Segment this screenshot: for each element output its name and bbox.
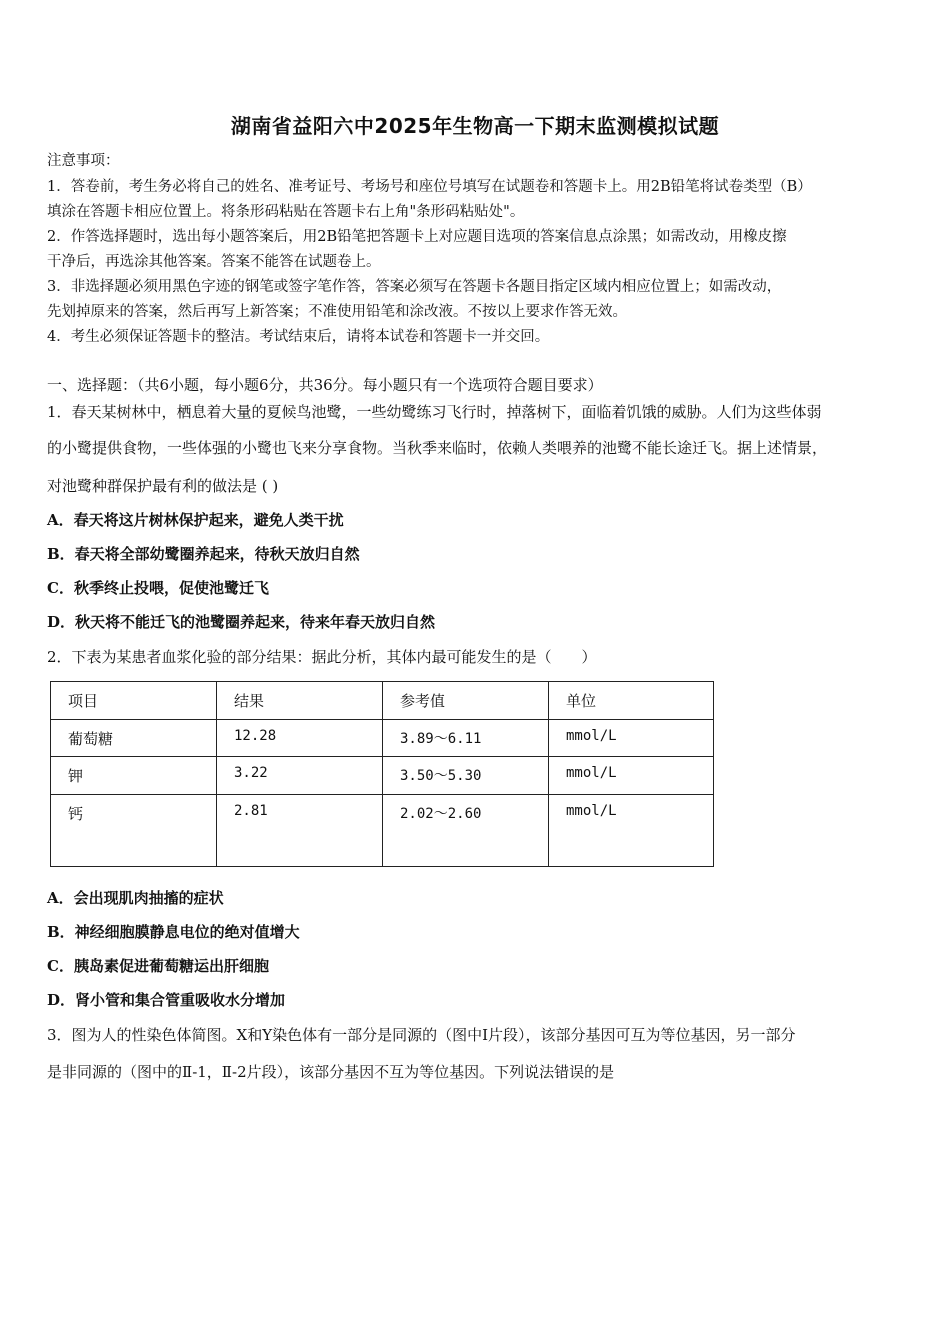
table-row — [51, 757, 714, 795]
notice-heading: 注意事项： — [47, 153, 120, 169]
header-reference: 参考值 — [383, 682, 549, 720]
lab-results-table — [50, 681, 714, 867]
cell-item: 钾 — [51, 757, 217, 795]
q2-stem: 2．下表为某患者血浆化验的部分结果：据此分析，其体内最可能发生的是（ ） — [47, 648, 597, 666]
notice-line-5: 3．非选择题必须用黑色字迹的钢笔或签字笔作答，答案必须写在答题卡各题目指定区域内相应位置上；如需改动， — [47, 279, 782, 295]
cell-result: 12.28 — [217, 719, 383, 757]
table-row — [51, 719, 714, 757]
q1-stem-line-1: 1．春天某树林中，栖息着大量的夏候鸟池鹭，一些幼鹭练习飞行时，掉落树下，面临着饥饿的威胁。人们为这些体弱 — [47, 403, 822, 421]
q1-option-c: C．秋季终止投喂，促使池鹭迁飞 — [47, 579, 269, 597]
notice-line-4: 干净后，再选涂其他答案。答案不能答在试题卷上。 — [47, 254, 381, 270]
cell-reference: 3.89～6.11 — [383, 719, 549, 757]
notice-line-2: 填涂在答题卡相应位置上。将条形码粘贴在答题卡右上角"条形码粘贴处"。 — [47, 204, 525, 220]
q1-option-a: A．春天将这片树林保护起来，避免人类干扰 — [47, 511, 344, 529]
q1-option-b: B．春天将全部幼鹭圈养起来，待秋天放归自然 — [47, 545, 360, 563]
notice-line-1: 1．答卷前，考生务必将自己的姓名、准考证号、考场号和座位号填写在试题卷和答题卡上。用2B铅笔将试卷类型（B） — [47, 179, 812, 195]
cell-reference: 2.02～2.60 — [383, 794, 549, 866]
table-row — [51, 794, 714, 866]
notice-line-6: 先划掉原来的答案，然后再写上新答案；不准使用铅笔和涂改液。不按以上要求作答无效。 — [47, 304, 627, 320]
header-item: 项目 — [51, 682, 217, 720]
notice-line-7: 4．考生必须保证答题卡的整洁。考试结束后，请将本试卷和答题卡一并交回。 — [47, 329, 550, 345]
q1-option-d: D．秋天将不能迁飞的池鹭圈养起来，待来年春天放归自然 — [47, 613, 436, 631]
cell-unit: mmol/L — [549, 719, 714, 757]
notice-line-3: 2．作答选择题时，选出每小题答案后，用2B铅笔把答题卡上对应题目选项的答案信息点涂黑；如需改动，用橡皮擦 — [47, 229, 787, 245]
q1-stem-line-3: 对池鹭种群保护最有利的做法是 ( ) — [47, 477, 279, 495]
q2-option-a: A．会出现肌肉抽搐的症状 — [47, 889, 224, 907]
table-header-row — [51, 682, 714, 720]
cell-item: 葡萄糖 — [51, 719, 217, 757]
cell-unit: mmol/L — [549, 794, 714, 866]
q2-option-c: C．胰岛素促进葡萄糖运出肝细胞 — [47, 957, 269, 975]
cell-item: 钙 — [51, 794, 217, 866]
cell-reference: 3.50～5.30 — [383, 757, 549, 795]
page-title: 湖南省益阳六中2025年生物高一下期末监测模拟试题 — [230, 114, 720, 138]
cell-result: 3.22 — [217, 757, 383, 795]
header-result: 结果 — [217, 682, 383, 720]
q2-option-d: D．肾小管和集合管重吸收水分增加 — [47, 991, 286, 1009]
header-unit: 单位 — [549, 682, 714, 720]
cell-unit: mmol/L — [549, 757, 714, 795]
section-heading: 一、选择题：（共6小题，每小题6分，共36分。每小题只有一个选项符合题目要求） — [47, 376, 603, 394]
q2-option-b: B．神经细胞膜静息电位的绝对值增大 — [47, 923, 300, 941]
q3-stem-line-2: 是非同源的（图中的Ⅱ-1，Ⅱ-2片段），该部分基因不互为等位基因。下列说法错误的是 — [47, 1063, 615, 1081]
q1-stem-line-2: 的小鹭提供食物，一些体强的小鹭也飞来分享食物。当秋季来临时，依赖人类喂养的池鹭不能长途迁飞。据上述情景， — [47, 439, 828, 457]
cell-result: 2.81 — [217, 794, 383, 866]
q3-stem-line-1: 3．图为人的性染色体简图。X和Y染色体有一部分是同源的（图中I片段），该部分基因可互为等位基因，另一部分 — [47, 1026, 796, 1044]
